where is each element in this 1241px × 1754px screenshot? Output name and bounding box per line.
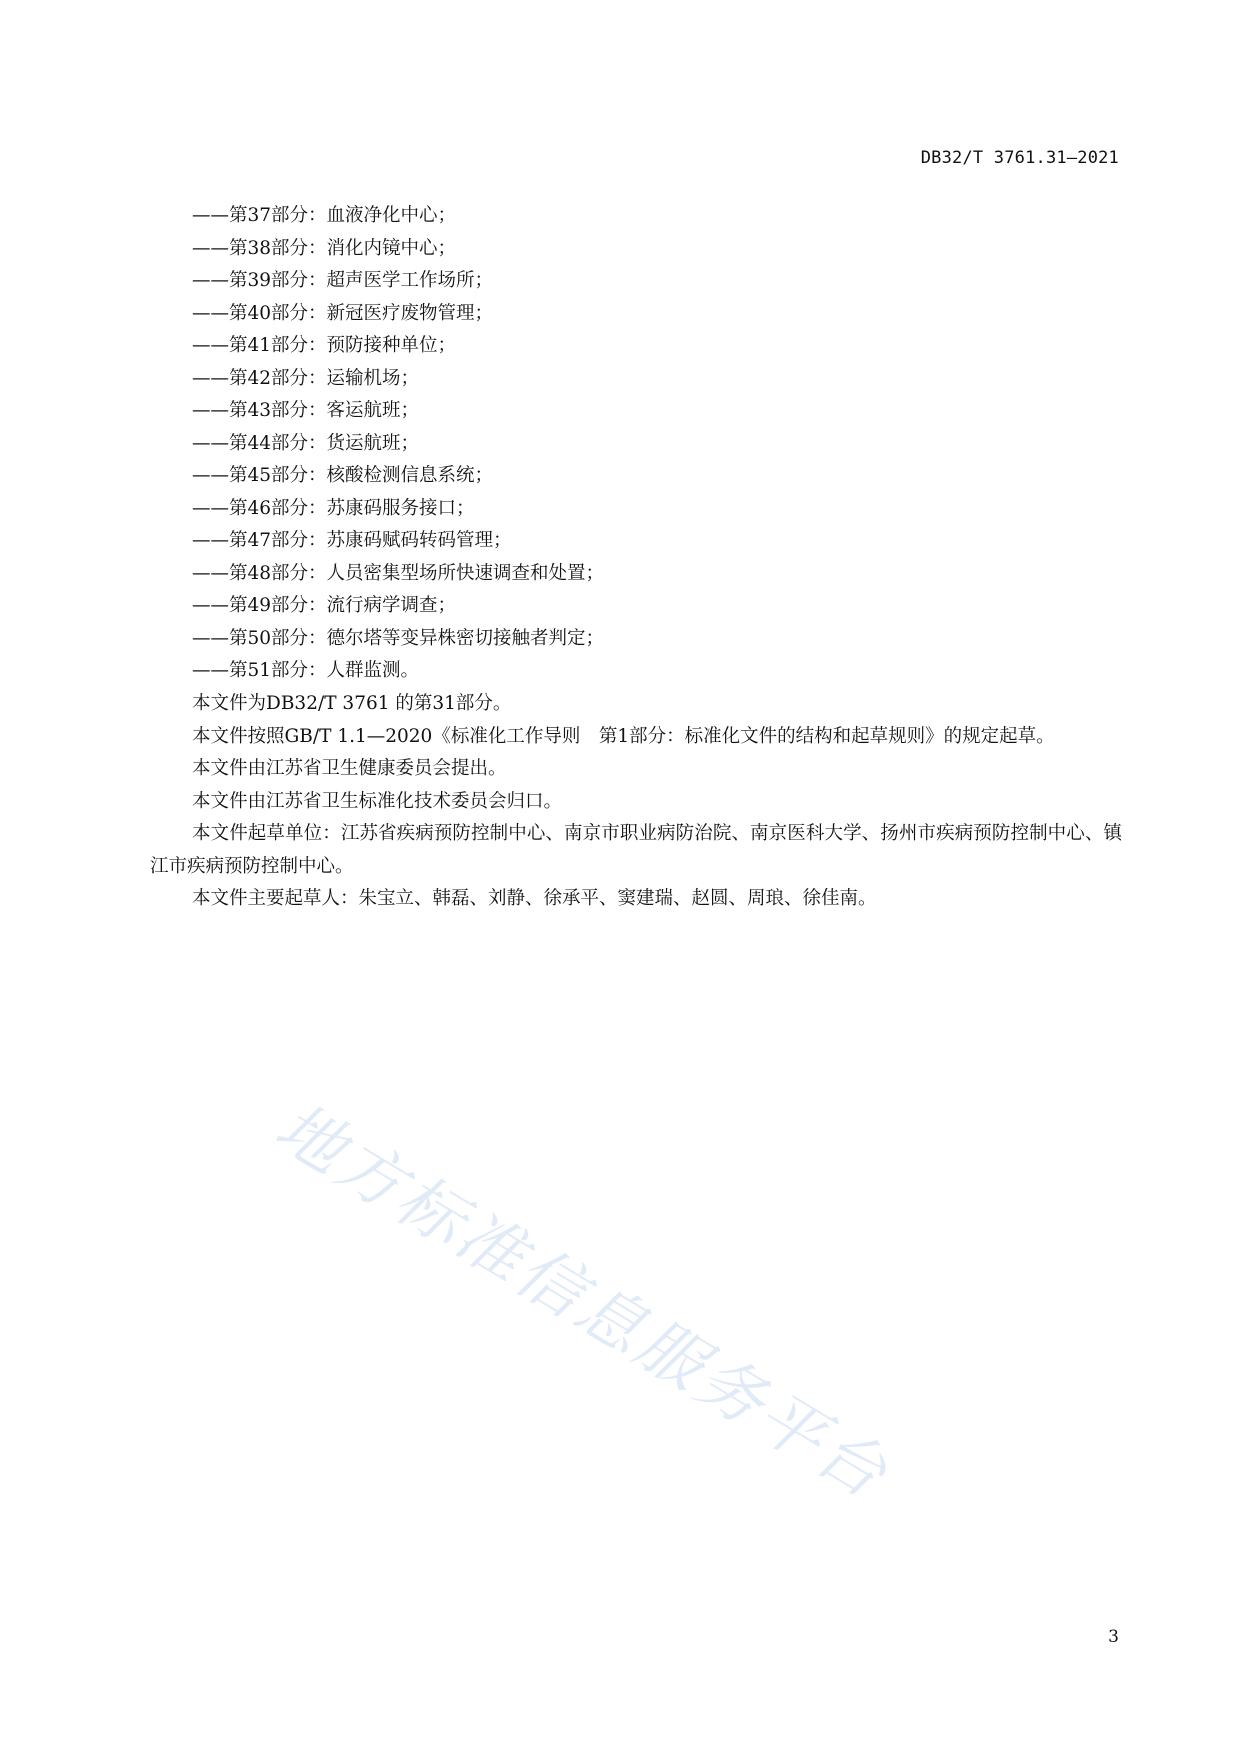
paragraph-drafters: 本文件主要起草人：朱宝立、韩磊、刘静、徐承平、窦建瑞、赵圆、周琅、徐佳南。 (192, 888, 877, 909)
list-item: ——第48部分：人员密集型场所快速调查和处置； (192, 562, 605, 584)
list-item: ——第37部分：血液净化中心； (192, 205, 457, 226)
list-item: ——第41部分：预防接种单位； (192, 335, 457, 356)
list-item: ——第47部分：苏康码赋码转码管理； (192, 530, 512, 551)
paragraph-administrator: 本文件由江苏省卫生标准化技术委员会归口。 (192, 790, 563, 812)
list-item: ——第50部分：德尔塔等变异株密切接触者判定； (192, 627, 605, 649)
list-item: ——第44部分：货运航班； (192, 432, 420, 454)
list-item: ——第40部分：新冠医疗废物管理； (192, 302, 494, 324)
list-item: ——第42部分：运输机场； (192, 367, 420, 389)
list-item: ——第38部分：消化内镜中心； (192, 237, 457, 259)
paragraph-drafting-rules: 本文件按照GB/T 1.1—2020《标准化工作导则 第1部分：标准化文件的结构和起草规则》的规定起草。 (192, 725, 1055, 747)
document-code: DB32/T 3761.31—2021 (920, 148, 1119, 168)
foreword-paragraphs (150, 688, 1122, 916)
watermark: 地方标准信息服务平台 (262, 1087, 903, 1515)
list-item: ——第39部分：超声医学工作场所； (192, 270, 494, 291)
list-item: ——第46部分：苏康码服务接口； (192, 497, 475, 519)
list-item: ——第43部分：客运航班； (192, 400, 420, 421)
paragraph-drafting-units: 本文件起草单位：江苏省疾病预防控制中心、南京市职业病防治院、南京医科大学、扬州市疾病预防控制中心、镇江市疾病预防控制中心。 (150, 823, 1122, 877)
paragraph-proposer: 本文件由江苏省卫生健康委员会提出。 (192, 758, 507, 779)
list-item: ——第45部分：核酸检测信息系统； (192, 465, 494, 486)
list-item: ——第49部分：流行病学调查； (192, 595, 457, 616)
parts-list (192, 200, 1122, 688)
page-number: 3 (1108, 1627, 1119, 1647)
list-item: ——第51部分：人群监测。 (192, 660, 420, 681)
paragraph-part-statement: 本文件为DB32/T 3761 的第31部分。 (192, 693, 512, 714)
